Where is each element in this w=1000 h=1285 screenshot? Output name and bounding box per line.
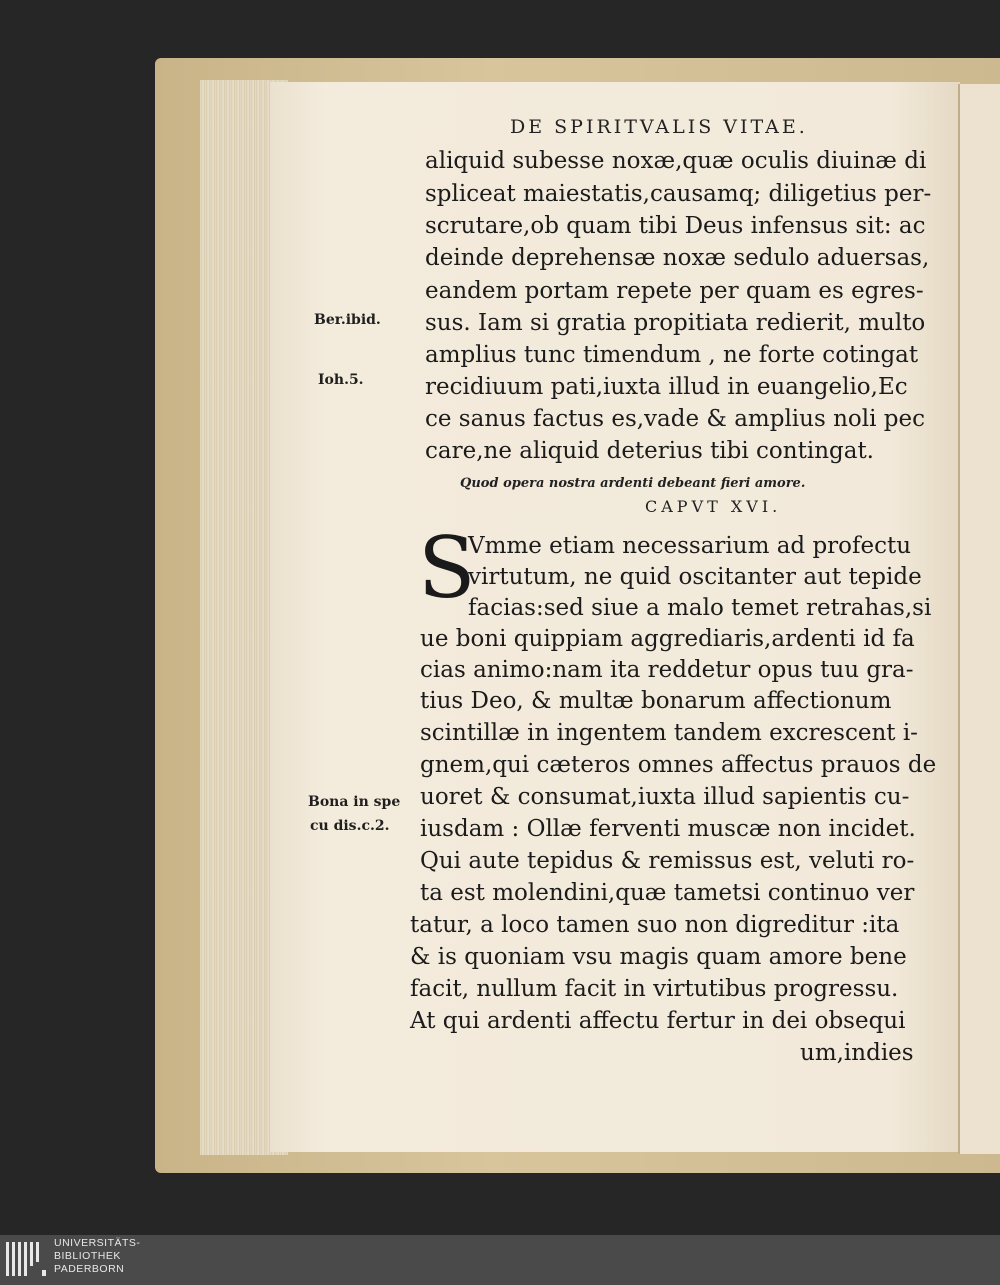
text-line: aliquid subesse noxæ,quæ oculis diuinæ di [425,148,927,174]
logo-line: PADERBORN [54,1263,125,1275]
running-header: DE SPIRITVALIS VITAE. [510,116,808,138]
text-line: iusdam : Ollæ ferventi muscæ non incidet. [420,816,916,842]
text-line: Vmme etiam necessarium ad profectu [468,533,912,559]
text-line: care,ne aliquid deterius tibi contingat. [425,438,874,464]
text-line: Qui aute tepidus & remissus est, veluti ro- [420,848,915,874]
text-line: spliceat maiestatis,causamq; diligetius per- [425,181,932,207]
text-line: sus. Iam si gratia propitiata redierit, multo [425,310,926,336]
text-line: facias:sed siue a malo temet retrahas,si [468,595,932,621]
text-line: uoret & consumat,iuxta illud sapientis cu- [420,784,910,810]
margin-note: Ber.ibid. [314,312,381,328]
text-line: deinde deprehensæ noxæ sedulo aduersas, [425,245,930,271]
text-line: cias animo:nam ita reddetur opus tuu gra- [420,657,914,683]
facing-page-edge [958,84,1000,1154]
text-line: ue boni quippiam aggrediaris,ardenti id fa [420,626,915,652]
text-line: eandem portam repete per quam es egres- [425,278,924,304]
text-line: amplius tunc timendum , ne forte cotingat [425,342,919,368]
logo-line: BIBLIOTHEK [54,1250,121,1262]
margin-note: Bona in spe [308,794,401,810]
margin-note: cu dis.c.2. [310,818,390,834]
text-line: & is quoniam vsu magis quam amore bene [410,944,907,970]
text-line: At qui ardenti affectu fertur in dei obsequi [410,1008,906,1034]
footer-bar [0,1235,1000,1285]
text-line: scintillæ in ingentem tandem excrescent i- [420,720,918,746]
drop-cap: S [418,519,476,617]
text-line: virtutum, ne quid oscitanter aut tepide [468,564,922,590]
library-logo-icon [6,1240,46,1280]
text-line: gnem,qui cæteros omnes affectus prauos de [420,752,937,778]
margin-note: Ioh.5. [318,372,364,388]
library-logo-text [54,1237,140,1276]
text-line: recidiuum pati,iuxta illud in euangelio,Ec [425,374,908,400]
text-line: tius Deo, & multæ bonarum affectionum [420,688,892,714]
chapter-label: CAPVT XVI. [645,497,782,516]
text-line: ce sanus factus es,vade & amplius noli pec [425,406,925,432]
text-line: scrutare,ob quam tibi Deus infensus sit: ac [425,213,926,239]
chapter-title: Quod opera nostra ardenti debeant fieri amore. [460,476,806,491]
text-line: tatur, a loco tamen suo non digreditur :ita [410,912,900,938]
text-line: ta est molendini,quæ tametsi continuo ver [420,880,915,906]
catchword: um,indies [800,1040,914,1066]
text-line: facit, nullum facit in virtutibus progressu. [410,976,899,1002]
logo-line: UNIVERSITÄTS- [54,1237,141,1249]
